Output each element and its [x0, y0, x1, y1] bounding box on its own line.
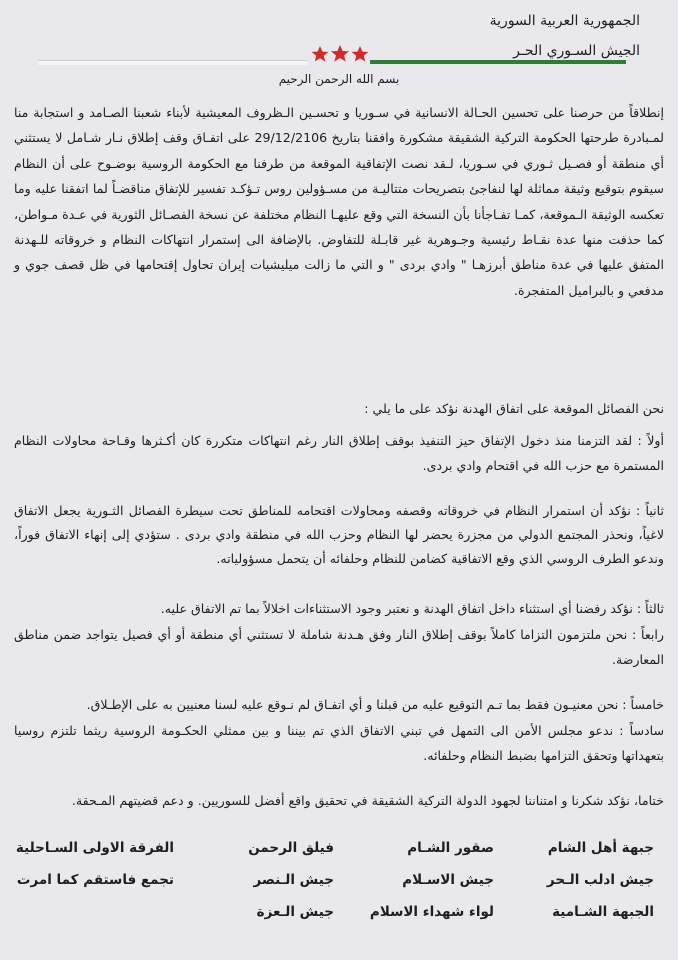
flag-green-stripe: [370, 60, 626, 64]
point-fourth: رابعاً : نحن ملتزمون التزاما كاملاً بوقف إطلاق النار وفق هـدنة شاملة لا تستثني أي منطقة أو أي فصيل يتواجد ضمن مناطق المعارضة.: [14, 627, 664, 668]
point-fifth: خامساً : نحن معنيـون فقط بما تـم التوقيع عليه من قبلنا و أي اتفـاق لم نـوقع عليه لسنا معنيين به على الإطـلاق.: [86, 697, 664, 712]
signatory: جيش الاسـلام: [402, 872, 494, 888]
signatory: صقور الشـام: [407, 840, 494, 856]
signatory: لواء شهداء الاسلام: [369, 904, 494, 920]
flag-white-stripe: [38, 60, 308, 65]
signatory: فيلق الرحمن: [248, 840, 334, 856]
signatory: الفرقة الاولى السـاحلية: [15, 840, 174, 856]
intro-paragraph: إنطلاقاً من حرصنا على تحسين الحـالة الانسانية في سـوريا و تحسـين الـظروف المعيشية لأبناء شعبنا الصـامد و استجابة منا لمـبادرة طرحتها الحكومة التركية الشقيقة مشكورة وافقنا بتاريخ 29/12/2106 على اتفـاق وقف إطلاق نـار شـامل لا يستثني أي منطقة أو فصـيل ثـوري في سـوريا، لـقد نصت الإتفاقية الموقعة من طرفنا مع الحكومة الروسية بوضـوح على أن النظام سيقوم بتوقيع وثيقة مماثلة لها لنفاجئ بتصريحات متتاليـة من مسـؤولين روس تـؤكـد تفسير للإتفاق مناقضـاً لما اتفقنا عليه وما تعكسه الوثيقة الـموقعة، كمـا تفـاجأنا بأن النسخة التي وقع عليهـا النظام مختلفة عن نسخة الفصـائل الثورية في عـدة مـواطن، كما حذفت منها عدة نقـاط رئيسية وجـوهرية غير قابـلة للتفاوض. بالإضافة الى إستمرار انتهاكات النظام و خروقاته للـهدنة المتفق عليها في عدة مناطق أبرزهـا " وادي بردى " و التي ما زالت ميليشيات إيران تحاول إقتحامها في ظل قصف جوي و مدفعي و بالبراميل المتفجرة.: [14, 105, 664, 298]
signatory: جبهة أهل الشام: [547, 840, 654, 856]
signatory: جيش الـعزة: [256, 904, 334, 920]
lead-sentence: نحن الفصائل الموقعة على اتفاق الهدنة نؤكد على ما يلي :: [364, 401, 664, 416]
signatory: جيش الـنصر: [253, 872, 334, 888]
republic-header: الجمهورية العربية السورية: [489, 13, 640, 29]
point-first: أولاً : لقد التزمنا منذ دخول الإتفاق حيز التنفيذ بوقف إطلاق النار رغم انتهاكات متكررة كان أكـثرها وقـاحة محاولات النظام المستمرة مع حزب الله في اقتحام وادي بردى.: [14, 433, 664, 474]
signatory: جيش ادلب الـحر: [546, 872, 654, 888]
signatory: تجمع فاستقم كما امرت: [16, 872, 174, 888]
closing-paragraph: ختاما، نؤكد شكرنا و امتناننا لجهود الدولة التركية الشقيقة في تحقيق واقع أفضل للسوريين. و دعم قضيتهم المـحقة.: [71, 793, 664, 808]
army-header: الجيش السـوري الحـر: [513, 43, 640, 59]
point-third: ثالثاً : نؤكد رفضنا أي استثناء داخل اتفاق الهدنة و نعتبر وجود الاستثناءات اخلالاً بما تم الاتفاق عليه.: [160, 601, 664, 616]
three-stars-icon: [310, 44, 370, 64]
signatories-list: [14, 840, 654, 940]
point-sixth: سادساً : ندعو مجلس الأمن الى التمهل في تبني الاتفاق الذي تم بيننا و بين ممثلي الحكـومة الروسية ريثما تلتزم روسيا بتعهداتها وتحقق التزامها بضبط النظام وحلفائه.: [14, 723, 664, 764]
signatory: الجبهة الشـامية: [552, 904, 654, 920]
basmala: بسم الله الرحمن الرحيم: [278, 72, 400, 86]
point-second: ثانياً : نؤكد أن استمرار النظام في خروقاته وقصفه ومحاولات اقتحامه للمناطق تحت سيطرة الفصائل الثـورية يجعل الاتفاق لاغياً، ونحذر المجتمع الدولي من مجزرة يحضر لها النظام وحزب الله في منطقة وادي بردى . ستؤدي إلى إنهاء الاتفاق فوراً، وندعو الطرف الروسي الذي وقع الاتفاقية كضامن للنظام وحلفائه أن يتحمل مسؤولياته.: [14, 503, 664, 566]
